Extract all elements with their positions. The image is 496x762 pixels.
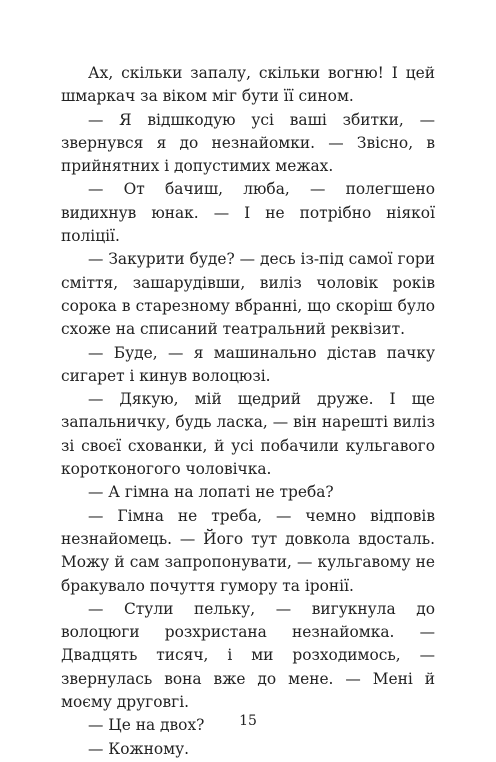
- paragraph: — Я відшкодую усі ваші збитки, — звернувся я до незнайомки. — Звісно, в прийнятних і допустимих межах.: [61, 110, 435, 176]
- paragraph: — Кожному.: [88, 739, 190, 758]
- paragraph: — Це на двох?: [88, 716, 205, 735]
- page-number: 15: [239, 713, 257, 729]
- paragraph: Ах, скільки запалу, скільки вогню! І цей шмаркач за віком міг бути її сином.: [61, 64, 435, 106]
- paragraph: — Гімна не треба, — чемно відповів незнайомець. — Його тут довкола вдосталь. Можу й сам запропонувати, — кульгавому не бракувало почуття гумору та іронії.: [61, 506, 435, 595]
- body-text: [61, 62, 435, 761]
- paragraph: — А гімна на лопаті не треба?: [88, 483, 334, 502]
- paragraph: — Буде, — я машинально дістав пачку сигарет і кинув волоцюзі.: [61, 343, 435, 385]
- paragraph: — Дякую, мій щедрий друже. І ще запальничку, будь ласка, — він нарешті виліз зі своєї схованки, й усі побачили кульгавого коротконогого чоловічка.: [61, 390, 435, 479]
- paragraph: — От бачиш, люба, — полегшено видихнув юнак. — І не потрібно ніякої поліції.: [61, 180, 435, 246]
- paragraph: — Закурити буде? — десь із-під самої гори сміття, зашарудівши, виліз чоловік років сорока в старезному вбранні, що скоріш було схоже на списаний театральний реквізит.: [61, 250, 435, 339]
- paragraph: — Стули пельку, — вигукнула до волоцюги розхристана незнайомка. — Двадцять тисяч, і ми розходимось, — звернулась вона вже до мене. — Мені й моєму друговгі.: [61, 599, 435, 712]
